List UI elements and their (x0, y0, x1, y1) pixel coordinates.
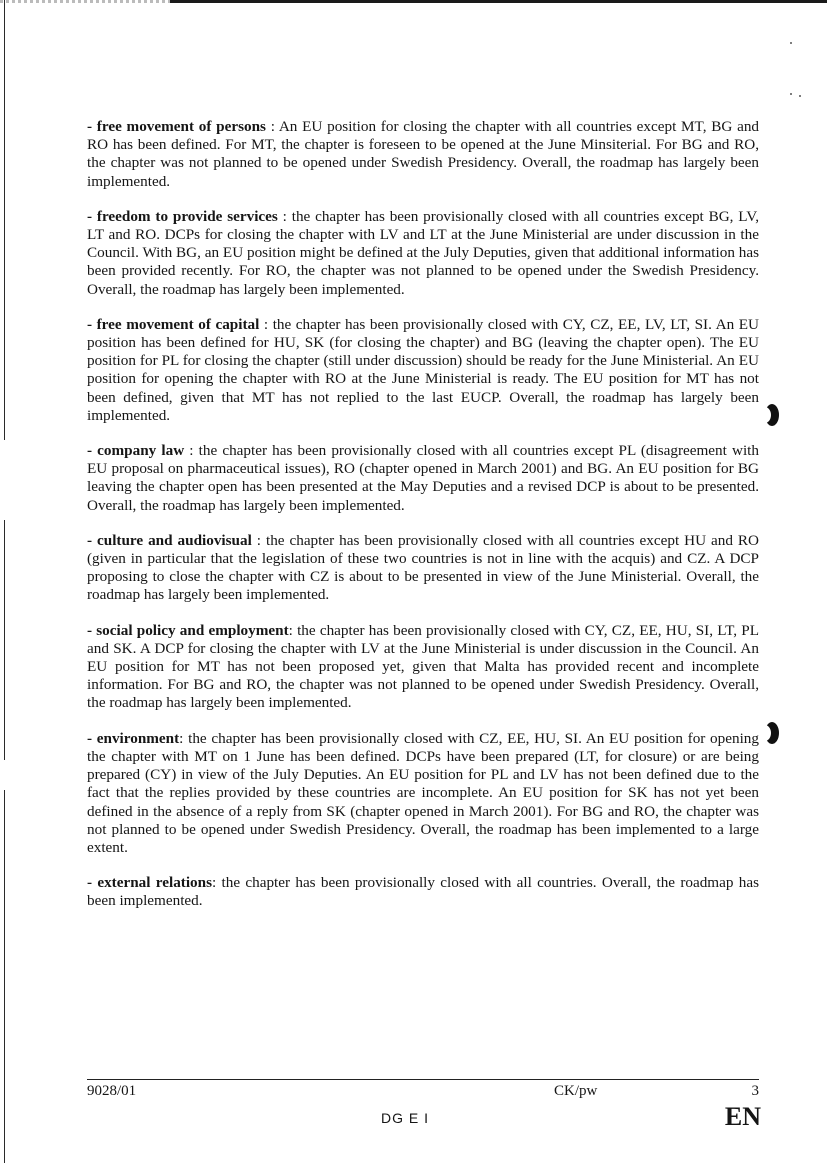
language-code: EN (724, 1102, 761, 1131)
paragraph-heading: - free movement of persons (87, 118, 266, 135)
document-reference: 9028/01 (87, 1083, 137, 1099)
paragraph-text: the chapter has been provisionally closed with CZ, EE, HU, SI. An EU position for opening the chapter with MT on 1 June has been defined. DCPs have been prepared (LT, for closure) or are being prepared (CY) in view of the July Deputies. An EU position for PL and LV has not been defined due to the fact that the replies provided by these countries are incomplete. An EU position for SK has not yet been defined in the absence of a reply from SK (chapter opened in March 2001). For BG and RO, the chapter was not planned to be opened under Swedish Presidency. Overall, the roadmap has been implemented to a large extent. (87, 729, 759, 856)
paragraph-text: the chapter has been provisionally closed with CY, CZ, EE, LV, LT, SI. An EU position has been defined for HU, SK (for closing the chapter) and BG (leaving the chapter open). The EU position for PL for closing the chapter (still under discussion) should be ready for the June Ministerial. An EU position for opening the chapter with RO at the June Ministerial is ready. The EU position for MT has not been defined, given that MT has not replied to the last EUCP. Overall, the roadmap has largely been implemented. (87, 315, 759, 424)
paragraph-text: the chapter has been provisionally closed with CY, CZ, EE, HU, SI, LT, PL and SK. A DCP for closing the chapter with LV at the June Ministerial is under discussion in the Council. An EU position for MT has not been proposed yet, given that Malta has provided recent and incomplete information. For BG and RO, the chapter was not planned to be opened under Swedish Presidency. Overall, the roadmap has largely been implemented. (87, 621, 759, 712)
paragraph-culture-and-audiovisual (87, 532, 759, 605)
paragraph-heading: - free movement of capital (87, 315, 260, 333)
page-left-edge (4, 0, 5, 1163)
directorate-label: DG E I (381, 1110, 430, 1126)
heading-separator: : (265, 118, 279, 135)
document-body (87, 118, 759, 928)
scan-speck (790, 42, 792, 44)
paragraph-heading: - freedom to provide services (87, 207, 278, 225)
paragraph-heading: - company law (87, 442, 185, 460)
paragraph-heading: - environment (87, 729, 180, 747)
paragraph-heading: - culture and audiovisual (87, 531, 252, 549)
paragraph-environment (87, 730, 759, 857)
author-initials: CK/pw (554, 1083, 598, 1099)
scan-speck (790, 93, 792, 95)
paragraph-text: An EU position for closing the chapter with all countries except MT, BG and RO has been defined. For MT, the chapter is foreseen to be opened at the June Minsiterial. For BG and RO, the chapter was not planned to be opened under Swedish Presidency. Overall, the roadmap has largely been implemented. (87, 118, 760, 190)
paragraph-free-movement-of-persons (87, 118, 759, 191)
paragraph-external-relations (87, 874, 759, 910)
binding-hole-mark (765, 404, 779, 426)
heading-separator: : (288, 621, 298, 639)
footer (87, 1083, 759, 1103)
heading-separator: : (251, 531, 266, 549)
heading-separator: : (259, 315, 273, 333)
scan-artifact (4, 760, 5, 790)
scan-artifact (4, 440, 5, 520)
paragraph-heading: - social policy and employment (87, 621, 289, 639)
scan-speck (799, 95, 801, 97)
paragraph-text: the chapter has been provisionally closed with all countries except PL (disagreement with EU proposal on pharmaceutical issues), RO (chapter opened in March 2001) and BG. An EU position for BG leaving the chapter open has been presented at the May Deputies and a revised DCP is about to be presented. Overall, the roadmap has largely been implemented. (87, 442, 759, 514)
paragraph-company-law (87, 442, 759, 515)
heading-separator: : (212, 874, 222, 892)
paragraph-free-movement-of-capital (87, 316, 759, 425)
heading-separator: : (179, 729, 189, 747)
paragraph-text: the chapter has been provisionally closed with all countries except BG, LV, LT and RO. DCPs for closing the chapter with LV and LT at the June Ministerial are under discussion in the Council. With BG, an EU position might be defined at the July Deputies, given that additional information has been provided recently. For RO, the chapter was not planned to be opened under the Swedish Presidency. Overall, the roadmap has largely been implemented. (87, 207, 759, 298)
footer-divider (87, 1079, 759, 1080)
scan-artifact (0, 0, 170, 3)
paragraph-text: the chapter has been provisionally closed with all countries. Overall, the roadmap has been implemented. (87, 874, 759, 910)
paragraph-social-policy-and-employment (87, 622, 759, 713)
paragraph-text: the chapter has been provisionally closed with all countries except HU and RO (given in particular that the legislation of these two countries is not in line with the acquis) and CZ. A DCP proposing to close the chapter with CZ is about to be presented in view of the June Ministerial. Overall, the roadmap has largely been implemented. (87, 531, 759, 604)
paragraph-heading: - external relations (87, 874, 213, 892)
page-number: 3 (751, 1083, 759, 1099)
heading-separator: : (277, 207, 292, 225)
paragraph-freedom-to-provide-services (87, 208, 759, 299)
heading-separator: : (184, 442, 199, 460)
binding-hole-mark (765, 722, 779, 744)
